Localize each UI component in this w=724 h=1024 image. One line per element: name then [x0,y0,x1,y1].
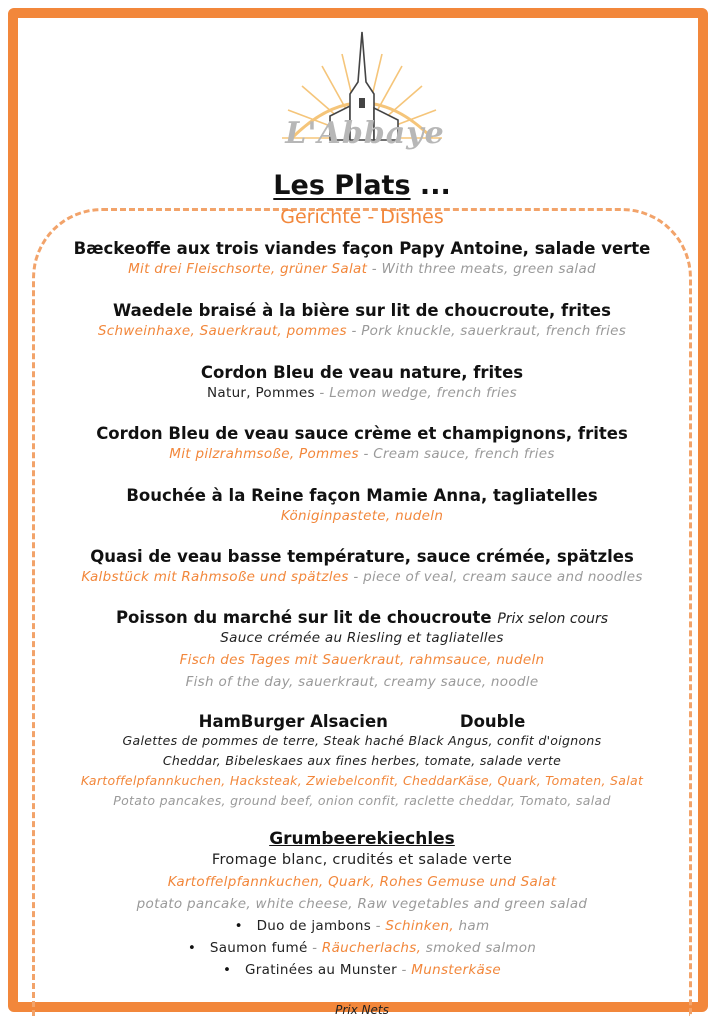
dish-poisson [0,608,724,693]
page-subtitle: Gerichte - Dishes [280,206,444,228]
dish-name: Bouchée à la Reine façon Mamie Anna, tagliatelles [126,486,598,505]
option-gratinees: • Gratinées au Munster - Munsterkäse [223,962,501,978]
dish-translation-de: Kartoffelpfannkuchen, Hacksteak, Zwiebelconfit, CheddarKäse, Quark, Tomaten, Salat [80,773,644,788]
dish-grumbeerekiechles [0,829,724,981]
dish-name: Waedele braisé à la bière sur lit de choucroute, frites [113,301,611,320]
dish-translation-en: Fish of the day, sauerkraut, creamy sauce, noodle [185,674,539,690]
dish-translation: Kalbstück mit Rahmsoße und spätzles - piece of veal, cream sauce and noodles [81,569,643,585]
dish-translation: Schweinhaxe, Sauerkraut, pommes - Pork knuckle, sauerkraut, french fries [97,323,627,339]
dish-translation: Mit pilzrahmsoße, Pommes - Cream sauce, french fries [169,446,555,462]
dish-baeckeoffe [0,239,724,280]
dish-description: Sauce crémée au Riesling et tagliatelles [220,630,504,646]
dish-translation: Natur, Pommes - Lemon wedge, french fries [207,385,517,401]
footer-prix-nets: Prix Nets [335,1003,389,1017]
dish-waedele [0,301,724,342]
price-note: Prix selon cours [497,611,609,627]
dish-description: Fromage blanc, crudités et salade verte [211,852,513,868]
dish-name: HamBurger Alsacien Double [198,712,526,731]
title-suffix: ... [410,170,451,201]
logo-text: L'Abbaye [285,116,445,151]
dish-translation: Mit drei Fleischsorte, grüner Salat - With three meats, green salad [128,261,596,277]
option-duo-jambons: • Duo de jambons - Schinken, ham [234,918,490,934]
dish-translation: Königinpastete, nudeln [280,508,444,524]
dish-translation-en: Potato pancakes, ground beef, onion confit, raclette cheddar, Tomato, salad [113,793,611,808]
double-label: Double [459,712,526,731]
dish-hamburger [0,712,724,811]
dish-translation-en: potato pancake, white cheese, Raw vegetables and green salad [136,896,588,912]
dish-description-1: Galettes de pommes de terre, Steak haché Black Angus, confit d'oignons [122,733,602,748]
title-main: Les Plats [273,170,411,201]
dish-bouchee [0,486,724,527]
dish-translation-de: Fisch des Tages mit Sauerkraut, rahmsauce, nudeln [179,652,545,668]
page-title [0,170,724,201]
option-saumon-fume: • Saumon fumé - Räucherlachs, smoked salmon [187,940,537,956]
dish-quasi-veau [0,547,724,588]
dish-cordon-bleu-creme [0,424,724,465]
dish-name: Cordon Bleu de veau nature, frites [200,363,524,382]
dish-name: Quasi de veau basse température, sauce crémée, spätzles [90,547,634,566]
dish-name: Grumbeerekiechles [269,829,455,849]
dish-translation-de: Kartoffelpfannkuchen, Quark, Rohes Gemuse und Salat [167,874,557,890]
dish-name: Cordon Bleu de veau sauce crème et champignons, frites [96,424,628,443]
dish-cordon-bleu-nature [0,363,724,404]
dish-name: Poisson du marché sur lit de choucroute Prix selon cours [115,608,609,627]
dish-description-2: Cheddar, Bibeleskaes aux fines herbes, tomate, salade verte [162,753,562,768]
dish-name: Bæckeoffe aux trois viandes façon Papy Antoine, salade verte [73,239,651,258]
